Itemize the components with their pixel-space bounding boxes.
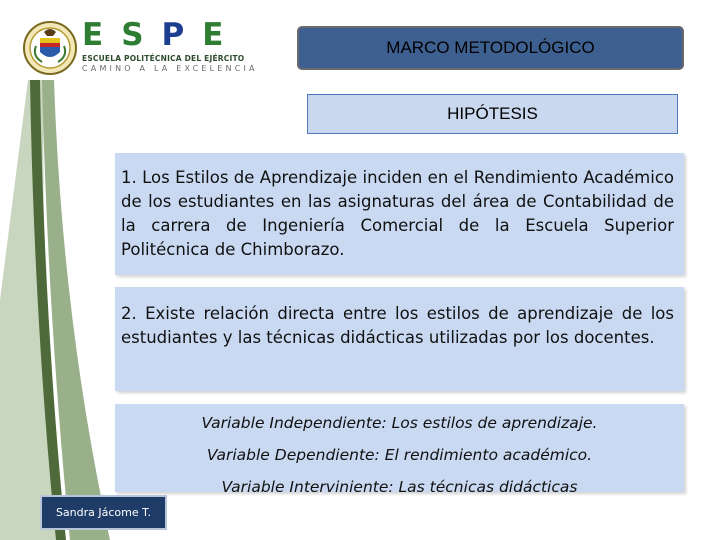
hypothesis-text: 1. Los Estilos de Aprendizaje inciden en el Rendimiento Académico de los estudiantes en las asignaturas del área de Contabilidad de la carrera de Ingeniería Comercial de la Escuela Superior Politécnica de Chimborazo. (121, 168, 674, 259)
brand-letter: E (202, 17, 242, 53)
variable-dependent: Variable Dependiente: El rendimiento académico. (206, 446, 593, 464)
brand-subtitle: ESCUELA POLITÉCNICA DEL EJÉRCITO (82, 54, 245, 63)
slide-title: MARCO METODOLÓGICO (297, 26, 684, 70)
author-badge: Sandra Jácome T. (40, 495, 167, 530)
brand-letter: E (82, 17, 122, 53)
hypothesis-card (115, 153, 684, 275)
brand-letters (82, 18, 258, 52)
variables-card (115, 404, 684, 496)
variable-independent: Variable Independiente: Los estilos de aprendizaje. (201, 414, 598, 432)
espe-logo (22, 20, 78, 76)
brand-tagline: CAMINO A LA EXCELENCIA (82, 64, 258, 73)
espe-brand (82, 18, 258, 73)
brand-letter: P (161, 17, 203, 53)
hypothesis-text: 2. Existe relación directa entre los estilos de aprendizaje de los estudiantes y las técnicas didácticas utilizadas por los docentes. (121, 304, 674, 347)
variable-intervening: Variable Interviniente: Las técnicas didácticas (221, 478, 578, 496)
hypothesis-card (115, 287, 684, 391)
brand-letter: S (121, 17, 162, 53)
section-heading: HIPÓTESIS (307, 94, 678, 134)
institution-seal-icon (22, 20, 78, 76)
